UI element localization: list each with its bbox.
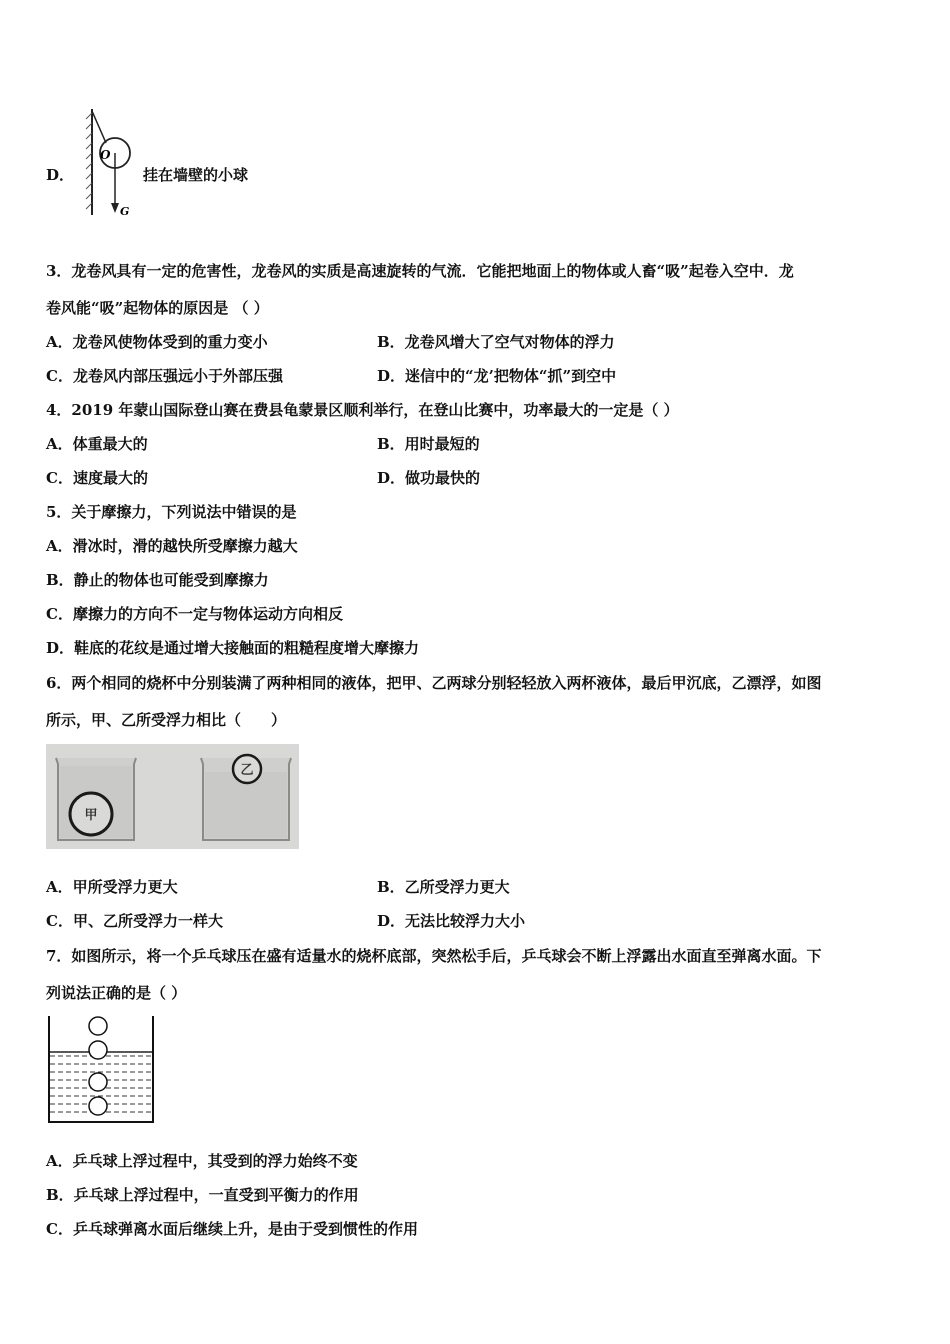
q4-option-d: D．做功最快的 [377,469,481,487]
ping-pong-beaker-figure [46,1012,158,1126]
q7-stem-line1: 7．如图所示，将一个乒乓球压在盛有适量水的烧杯底部，突然松手后，乒乓球会不断上浮露出水面直至弹离水面。下 [46,947,822,965]
q6-option-c: C．甲、乙所受浮力一样大 [46,912,223,930]
q6-stem-line2: 所示，甲、乙所受浮力相比（ ） [46,711,287,729]
q2-option-d-label: D． [46,166,75,184]
q5-option-d: D．鞋底的花纹是通过增大接触面的粗糙程度增大摩擦力 [46,639,420,657]
force-label: G [120,205,130,218]
q4-option-a: A．体重最大的 [46,435,148,453]
q5-stem: 5．关于摩擦力，下列说法中错误的是 [46,503,297,521]
q3-option-c: C．龙卷风内部压强远小于外部压强 [46,367,283,385]
q5-option-c: C．摩擦力的方向不一定与物体运动方向相反 [46,605,343,623]
q7-option-a: A．乒乓球上浮过程中，其受到的浮力始终不变 [46,1152,358,1170]
q7-option-c: C．乒乓球弹离水面后继续上升，是由于受到惯性的作用 [46,1220,418,1238]
q3-option-a: A．龙卷风使物体受到的重力变小 [46,333,268,351]
hanging-ball-figure [80,105,140,220]
q3-stem-line2: 卷风能“吸”起物体的原因是 （ ） [46,299,269,317]
ball-b-label: 乙 [240,763,254,778]
q6-option-b: B．乙所受浮力更大 [377,878,510,896]
q4-option-c: C．速度最大的 [46,469,148,487]
q6-option-a: A．甲所受浮力更大 [46,878,178,896]
q4-option-b: B．用时最短的 [377,435,480,453]
q7-stem-line2: 列说法正确的是（ ） [46,984,187,1002]
q3-stem-line1: 3．龙卷风具有一定的危害性，龙卷风的实质是高速旋转的气流．它能把地面上的物体或人畜“吸”起卷入空中．龙 [46,262,794,280]
center-label: O [100,148,111,162]
q2-option-d-text: 挂在墙壁的小球 [143,166,249,184]
ball-a-label: 甲 [84,808,98,823]
q3-option-d: D．迷信中的“龙’把物体“抓”到空中 [377,367,617,385]
q5-option-b: B．静止的物体也可能受到摩擦力 [46,571,269,589]
q4-stem: 4．2019 年蒙山国际登山赛在费县龟蒙景区顺利举行，在登山比赛中，功率最大的一定是（ ） [46,401,679,419]
q7-option-b: B．乒乓球上浮过程中，一直受到平衡力的作用 [46,1186,359,1204]
q5-option-a: A．滑冰时，滑的越快所受摩擦力越大 [46,537,298,555]
beakers-figure [46,744,299,849]
q6-stem-line1: 6．两个相同的烧杯中分别装满了两种相同的液体，把甲、乙两球分别轻轻放入两杯液体，最后甲沉底，乙漂浮，如图 [46,674,822,692]
q3-option-b: B．龙卷风增大了空气对物体的浮力 [377,333,615,351]
q6-option-d: D．无法比较浮力大小 [377,912,526,930]
